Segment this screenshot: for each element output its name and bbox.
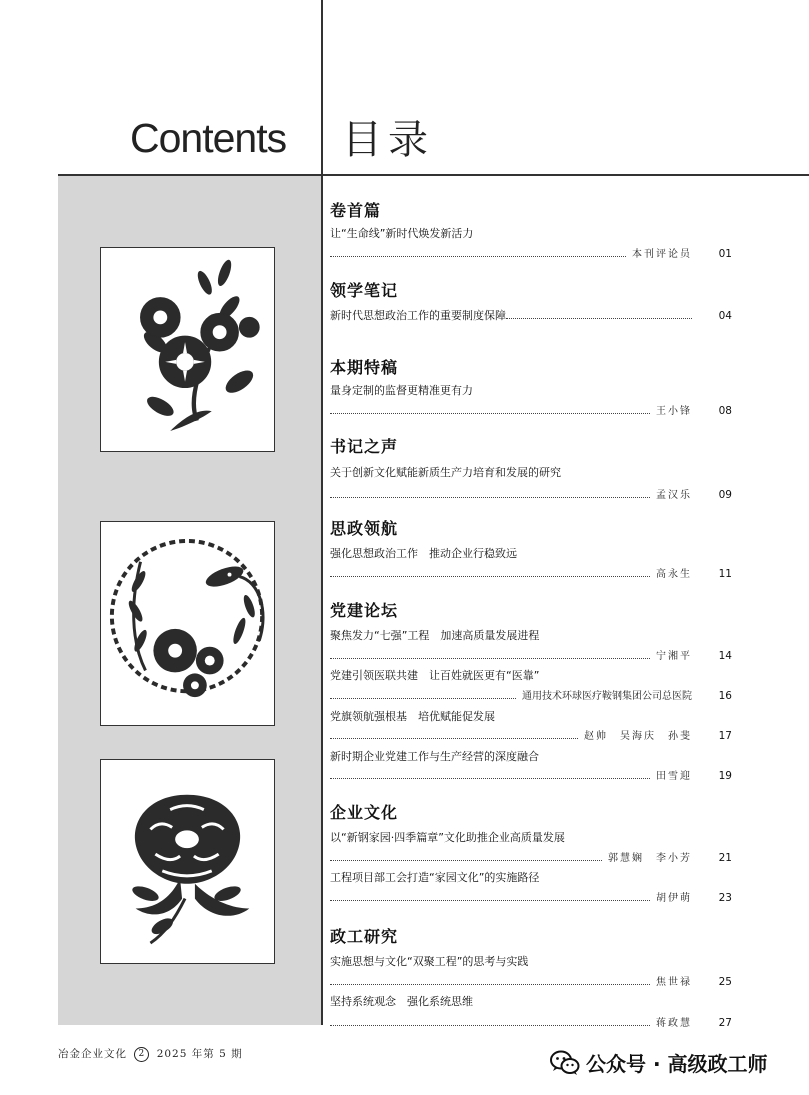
article-title[interactable]: 关于创新文化赋能新质生产力培育和发展的研究 <box>330 466 561 479</box>
issue-circled-number: 2 <box>134 1047 149 1062</box>
article-leader-line <box>330 307 732 321</box>
article-title[interactable]: 党建引领医联共建 让百姓就医更有“医靠” <box>330 669 540 682</box>
section-title: 书记之声 <box>330 437 399 456</box>
article-leader-line <box>330 973 732 987</box>
article-title[interactable]: 量身定制的监督更精准更有力 <box>330 384 473 397</box>
article-title[interactable]: 工程项目部工会打造“家园文化”的实施路径 <box>330 871 540 884</box>
article-page: 04 <box>718 310 732 322</box>
article-author: 赵帅 吴海庆 孙斐 <box>584 731 692 742</box>
leader-dots <box>330 248 626 257</box>
round-papercut-icon <box>101 522 274 725</box>
wechat-watermark <box>550 1048 768 1077</box>
article-page: 16 <box>718 690 732 702</box>
papercut-round-image <box>100 521 275 726</box>
article-leader-line <box>330 849 732 863</box>
leader-dots <box>330 690 516 699</box>
article-author: 本刊评论员 <box>632 249 692 260</box>
article-leader-line <box>330 245 732 259</box>
section-title: 卷首篇 <box>330 201 382 220</box>
article-page: 08 <box>718 405 732 417</box>
article-author: 王小锋 <box>656 406 692 417</box>
article-title[interactable]: 坚持系统观念 强化系统思维 <box>330 995 473 1008</box>
page-footer <box>58 1046 243 1062</box>
section-title: 政工研究 <box>330 927 399 946</box>
article-author: 高永生 <box>656 569 692 580</box>
leader-dots <box>330 650 650 659</box>
article-page: 01 <box>718 248 732 260</box>
article-title[interactable]: 强化思想政治工作 推动企业行稳致远 <box>330 547 517 560</box>
article-author: 孟汉乐 <box>656 490 692 501</box>
issue-info: 2025 年第 5 期 <box>156 1048 243 1060</box>
section-title: 企业文化 <box>330 803 399 822</box>
article-title[interactable]: 新时期企业党建工作与生产经营的深度融合 <box>330 750 539 763</box>
article-author: 田雪迎 <box>656 771 692 782</box>
article-page: 19 <box>718 770 732 782</box>
section-title: 思政领航 <box>330 519 399 538</box>
article-page: 23 <box>718 892 732 904</box>
article-leader-line <box>330 767 732 781</box>
section-title: 本期特稿 <box>330 358 399 377</box>
article-leader-line <box>330 565 732 579</box>
article-title[interactable]: 聚焦发力“七强”工程 加速高质量发展进程 <box>330 629 540 642</box>
article-author: 郭慧娴 李小芳 <box>608 853 692 864</box>
article-leader-line <box>330 647 732 661</box>
horizontal-rule <box>58 174 809 176</box>
article-page: 09 <box>718 489 732 501</box>
article-leader-line <box>330 402 732 416</box>
leader-dots <box>330 405 650 414</box>
flower-papercut-icon <box>101 248 274 451</box>
section-title: 领学笔记 <box>330 281 399 300</box>
magazine-name: 冶金企业文化 <box>58 1048 127 1060</box>
article-page: 21 <box>718 852 732 864</box>
article-title[interactable]: 新时代思想政治工作的重要制度保障 <box>330 309 506 322</box>
papercut-flower-image <box>100 247 275 452</box>
peony-papercut-icon <box>101 760 274 963</box>
leader-dots <box>330 976 650 985</box>
wechat-icon <box>550 1050 580 1076</box>
article-author: 宁湘平 <box>656 651 692 662</box>
article-page: 14 <box>718 650 732 662</box>
article-author: 通用技术环球医疗鞍钢集团公司总医院 <box>522 691 692 702</box>
leader-dots <box>330 730 578 739</box>
article-leader-line <box>330 486 732 500</box>
vertical-rule <box>321 0 323 1025</box>
leader-dots <box>330 770 650 779</box>
article-page: 17 <box>718 730 732 742</box>
article-author: 蒋政慧 <box>656 1018 692 1029</box>
article-leader-line <box>330 1014 732 1028</box>
leader-dots <box>330 489 650 498</box>
leader-dots <box>330 892 650 901</box>
article-author: 焦世禄 <box>656 977 692 988</box>
leader-dots <box>330 1017 650 1026</box>
article-leader-line <box>330 889 732 903</box>
watermark-text: 公众号 · 高级政工师 <box>586 1052 768 1076</box>
article-page: 27 <box>718 1017 732 1029</box>
contents-title-en: Contents <box>130 115 287 161</box>
leader-dots <box>330 568 650 577</box>
article-page: 11 <box>718 568 732 580</box>
article-title[interactable]: 让“生命线”新时代焕发新活力 <box>330 227 474 240</box>
article-page: 25 <box>718 976 732 988</box>
article-title[interactable]: 党旗领航强根基 培优赋能促发展 <box>330 710 495 723</box>
contents-title-cn: 目录 <box>342 117 434 163</box>
article-leader-line <box>330 727 732 741</box>
article-title[interactable]: 实施思想与文化“双聚工程”的思考与实践 <box>330 955 529 968</box>
article-title[interactable]: 以“新钢家园·四季篇章”文化助推企业高质量发展 <box>330 831 565 844</box>
article-leader-line <box>330 687 732 701</box>
leader-dots <box>506 310 692 319</box>
section-title: 党建论坛 <box>330 601 399 620</box>
article-author: 胡伊萌 <box>656 893 692 904</box>
leader-dots <box>330 852 602 861</box>
papercut-peony-image <box>100 759 275 964</box>
